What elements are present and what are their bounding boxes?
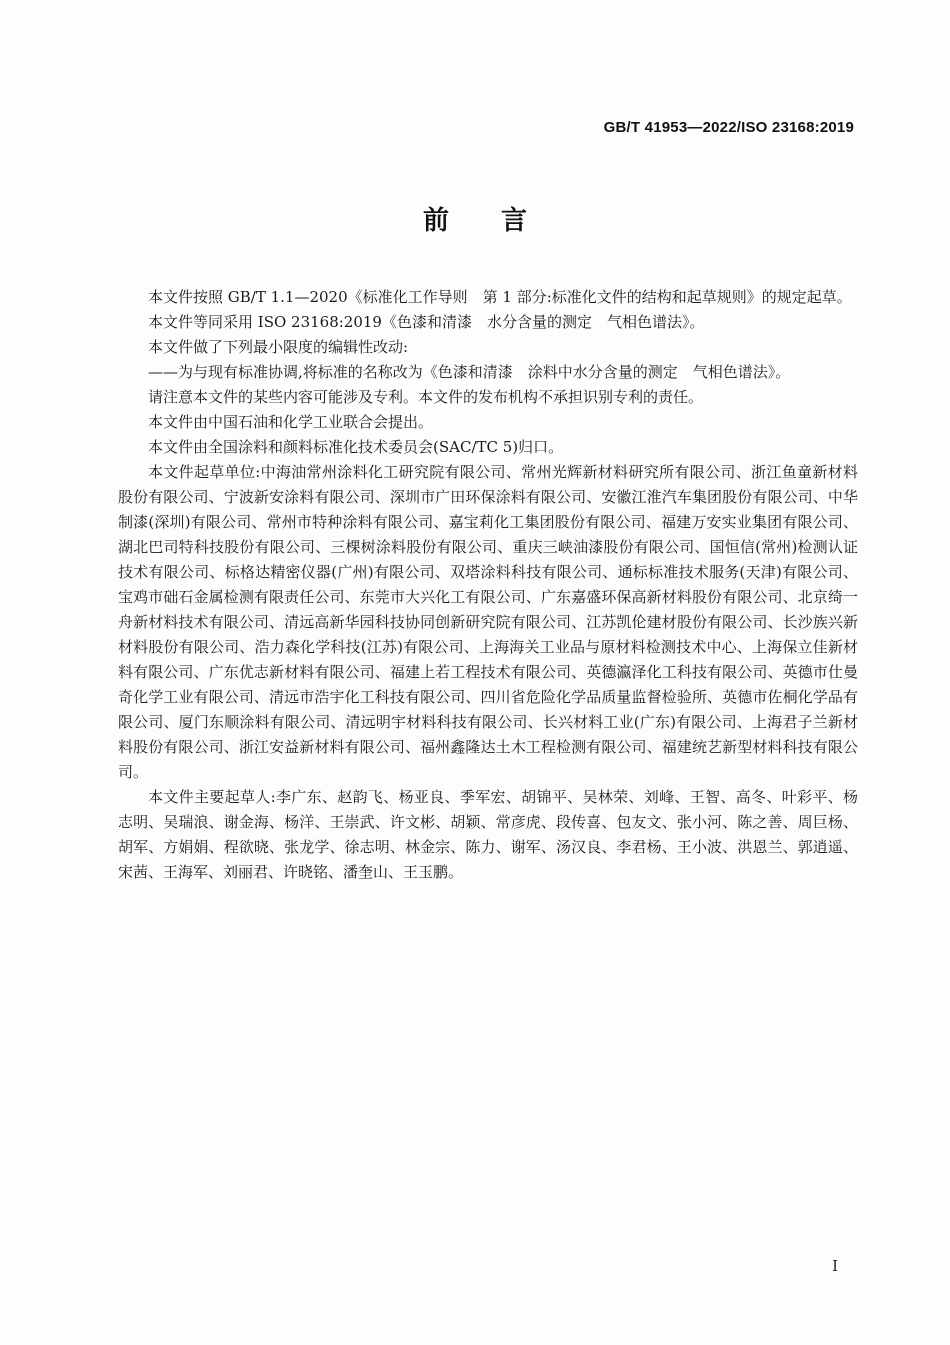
paragraph-adoption: 本文件等同采用 ISO 23168:2019《色漆和清漆 水分含量的测定 气相色谱法》。 — [148, 313, 705, 331]
foreword-body — [118, 285, 858, 885]
page-number: I — [832, 1257, 838, 1275]
paragraph-committee: 本文件由全国涂料和颜料标准化技术委员会(SAC/TC 5)归口。 — [148, 438, 564, 456]
scan-artifact — [148, 266, 178, 268]
paragraph-drafting-units: 本文件起草单位:中海油常州涂料化工研究院有限公司、常州光辉新材料研究所有限公司、浙江鱼童新材料股份有限公司、宁波新安涂料有限公司、深圳市广田环保涂料有限公司、安徽江淮汽车集团股份有限公司、中华制漆(深圳)有限公司、常州市特种涂料有限公司、嘉宝莉化工集团股份有限公司、福建万安实业集团有限公司、湖北巴司特科技股份有限公司、三棵树涂料股份有限公司、重庆三峡油漆股份有限公司、国恒信(常州)检测认证技术有限公司、标格达精密仪器(广州)有限公司、双塔涂料科技有限公司、通标标准技术服务(天津)有限公司、宝鸡市础石金属检测有限责任公司、东莞市大兴化工有限公司、广东嘉盛环保高新材料股份有限公司、北京绮一舟新材料技术有限公司、清远高新华园科技协同创新研究院有限公司、江苏凯伦建材股份有限公司、长沙族兴新材料股份有限公司、浩力森化学科技(江苏)有限公司、上海海关工业品与原材料检测技术中心、上海保立佳新材料有限公司、广东优志新材料有限公司、福建上若工程技术有限公司、英德瀛泽化工科技有限公司、英德市仕曼奇化学工业有限公司、清远市浩宇化工科技有限公司、四川省危险化学品质量监督检验所、英德市佐桐化学品有限公司、厦门东顺涂料有限公司、清远明宇材料科技有限公司、长兴材料工业(广东)有限公司、上海君子兰新材料股份有限公司、浙江安益新材料有限公司、福州鑫隆达土木工程检测有限公司、福建统艺新型材料科技有限公司。 — [118, 463, 858, 781]
paragraph-drafting-rules: 本文件按照 GB/T 1.1—2020《标准化工作导则 第 1 部分:标准化文件的结构和起草规则》的规定起草。 — [148, 288, 852, 306]
page-title: 前言 — [422, 206, 579, 236]
paragraph-proposer: 本文件由中国石油和化学工业联合会提出。 — [148, 413, 434, 431]
paragraph-name-change: ——为与现有标准协调,将标准的名称改为《色漆和清漆 涂料中水分含量的测定 气相色谱法》。 — [148, 363, 791, 381]
paragraph-drafters: 本文件主要起草人:李广东、赵韵飞、杨亚良、季军宏、胡锦平、吴林荣、刘峰、王智、高冬、叶彩平、杨志明、吴瑞浪、谢金海、杨洋、王崇武、许文彬、胡颖、常彦虎、段传喜、包友文、张小河、陈之善、周巨杨、胡军、方娟娟、程欲晓、张龙学、徐志明、林金宗、陈力、谢军、汤汉良、李君杨、王小波、洪恩兰、郭逍遥、宋茜、王海军、刘丽君、许晓铭、潘奎山、王玉鹏。 — [118, 788, 858, 881]
paragraph-editorial-changes: 本文件做了下列最小限度的编辑性改动: — [148, 338, 409, 356]
paragraph-patent-notice: 请注意本文件的某些内容可能涉及专利。本文件的发布机构不承担识别专利的责任。 — [148, 388, 704, 406]
standard-code: GB/T 41953—2022/ISO 23168:2019 — [603, 119, 854, 136]
